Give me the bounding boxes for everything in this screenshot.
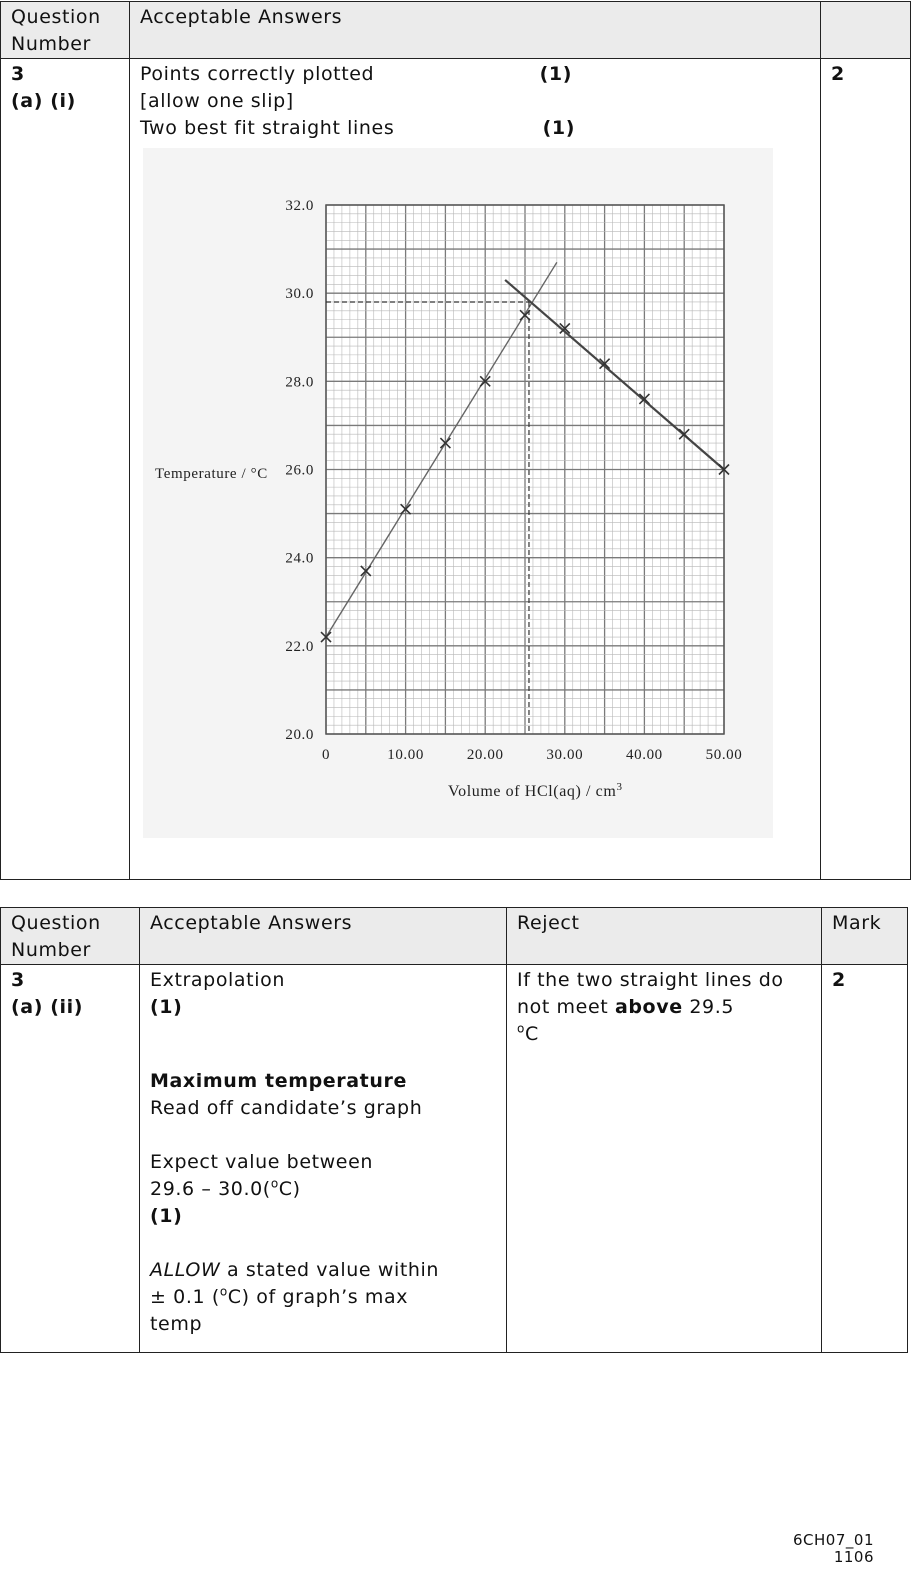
answer-extrapolation: Extrapolation <box>150 969 285 991</box>
answer-mark-1: (1) <box>539 63 572 85</box>
graph-grid <box>326 205 724 734</box>
y-tick-label: 26.0 <box>285 462 314 479</box>
x-tick-label: 40.00 <box>626 747 663 763</box>
reject-text: If the two straight lines do not meet above 29.5 $^o$C <box>517 969 784 1045</box>
header-mark: Mark <box>822 908 908 965</box>
mark-scheme-table-a-ii <box>0 907 908 1353</box>
header-acceptable-answers: Acceptable Answers <box>130 2 821 59</box>
y-tick-label: 28.0 <box>285 374 314 391</box>
question-number-cell <box>1 965 140 1353</box>
answer-allow-temp: temp <box>150 1313 203 1335</box>
header-mark <box>821 2 911 59</box>
total-mark: 2 <box>832 969 846 991</box>
answer-read-off: Read off candidate’s graph <box>150 1097 423 1119</box>
answer-mark-2: (1) <box>542 117 575 139</box>
answer-max-temp-heading: Maximum temperature <box>150 1070 407 1092</box>
x-axis-label: Volume of $HCl(aq) / cm^3$ <box>448 781 623 800</box>
answer-mark-2: (1) <box>150 1205 183 1227</box>
mark-cell <box>822 965 908 1353</box>
reject-cell <box>507 965 822 1353</box>
question-part: (a) (i) <box>11 90 76 112</box>
answer-allow: ALLOW a stated value within <box>150 1259 440 1281</box>
answers-cell <box>140 965 507 1353</box>
y-axis-label: Temperature / °C <box>155 466 268 482</box>
x-tick-label: 0 <box>321 747 331 763</box>
x-tick-label: 30.00 <box>546 747 584 763</box>
y-tick-label: 24.0 <box>285 550 314 567</box>
question-number-cell <box>1 59 130 880</box>
answer-best-fit-lines: Two best fit straight lines <box>140 117 395 139</box>
y-tick-label: 32.0 <box>285 198 314 214</box>
x-tick-label: 10.00 <box>387 747 424 763</box>
header-reject: Reject <box>507 908 822 965</box>
y-tick-label: 20.0 <box>285 727 314 743</box>
header-acceptable-answers: Acceptable Answers <box>140 908 507 965</box>
answer-points-plotted: Points correctly plotted <box>140 63 375 85</box>
y-tick-label: 22.0 <box>285 638 314 655</box>
x-tick-label: 50.00 <box>705 747 743 763</box>
mark-scheme-table-a-i <box>0 1 911 880</box>
temperature-volume-graph <box>143 148 773 838</box>
question-number: 3 <box>11 969 25 991</box>
answer-expect: Expect value between <box>150 1151 374 1173</box>
answers-cell <box>130 59 821 880</box>
page-number: 1106 <box>833 1548 874 1566</box>
question-number: 3 <box>11 63 25 85</box>
header-question-number: Question Number <box>1 2 130 59</box>
total-mark: 2 <box>831 63 845 85</box>
answer-allow-slip: [allow one slip] <box>140 90 294 112</box>
paper-code: 6CH07_01 <box>793 1531 874 1549</box>
graph-svg <box>143 148 773 838</box>
answer-mark-1: (1) <box>150 996 183 1018</box>
answer-range: 29.6 – 30.0($^o$C) <box>150 1176 301 1200</box>
x-tick-label: 20.00 <box>466 747 504 763</box>
mark-cell <box>821 59 911 880</box>
header-question-number: Question Number <box>1 908 140 965</box>
y-tick-label: 30.0 <box>285 286 314 303</box>
question-part: (a) (ii) <box>11 996 83 1018</box>
page-footer <box>793 1532 874 1566</box>
answer-allow-tolerance: ± 0.1 ($^o$C) of graph’s max <box>150 1284 409 1308</box>
